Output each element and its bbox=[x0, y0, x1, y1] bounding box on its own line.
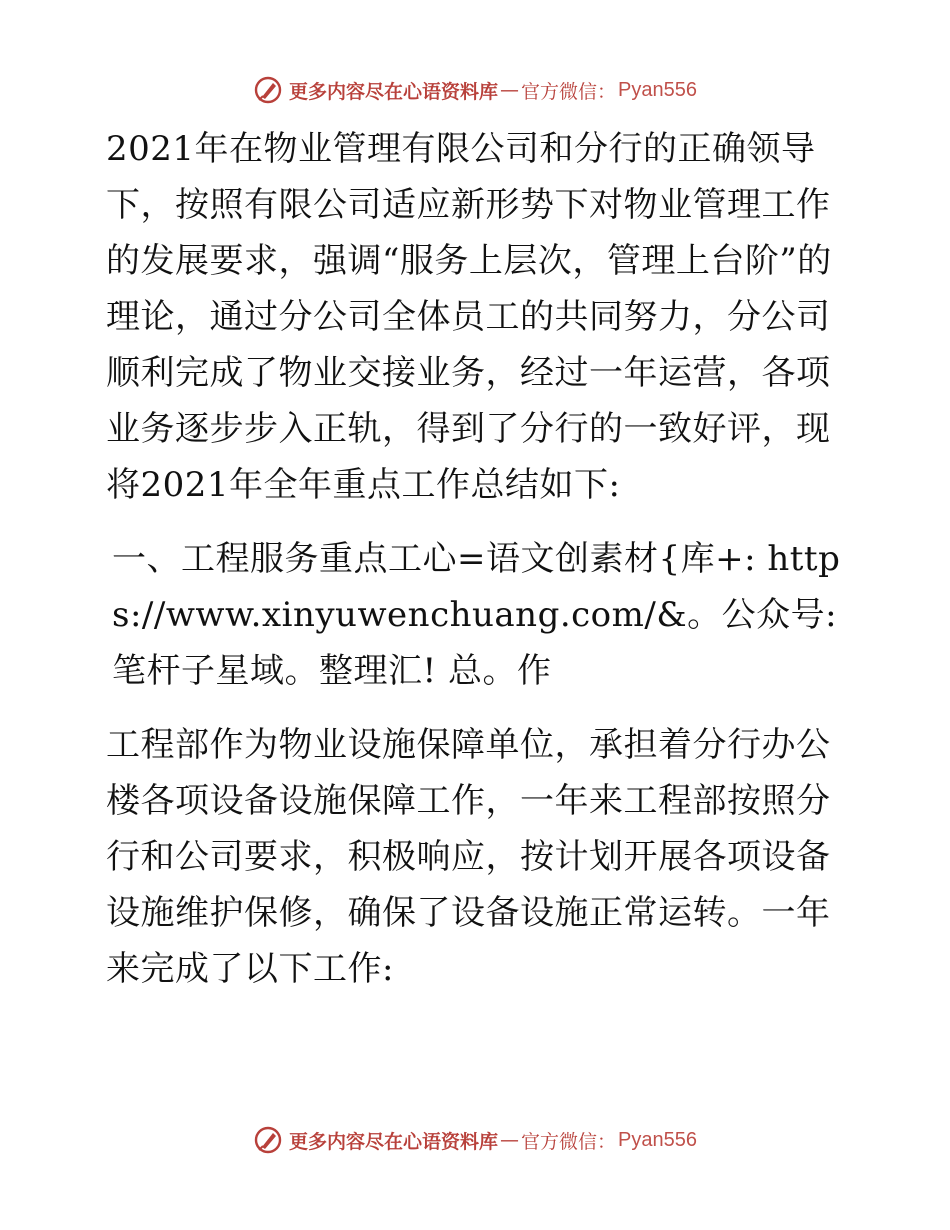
paragraph-intro: 2021年在物业管理有限公司和分行的正确领导下，按照有限公司适应新形势下对物业管理工作的发展要求，强调“服务上层次，管理上台阶”的理论，通过分公司全体员工的共同努力，分公司顺利完成了物业交接业务，经过一年运营，各项业务逐步步入正轨，得到了分行的一致好评，现将2021年全年重点工作总结如下: bbox=[106, 129, 832, 505]
banner-dash: — bbox=[500, 79, 520, 101]
banner-wechat-id: Pyan556 bbox=[618, 1128, 697, 1151]
banner-wechat-label: 官方微信： bbox=[521, 1130, 617, 1153]
banner-wechat-id: Pyan556 bbox=[618, 78, 697, 101]
banner-text: 更多内容尽在心语资料库 bbox=[289, 1130, 499, 1153]
banner-wechat-label: 官方微信： bbox=[521, 80, 617, 103]
quill-pen-circle-icon bbox=[253, 1125, 283, 1155]
document-body bbox=[98, 121, 850, 997]
paragraph-engineering: 工程部作为物业设施保障单位，承担着分行办公楼各项设备设施保障工作，一年来工程部按照分行和公司要求，积极响应，按计划开展各项设备设施维护保修，确保了设备设施正常运转。一年来完成了以下工作: bbox=[106, 725, 831, 989]
section-heading-engineering: 一、工程服务重点工心=语文创素材{库+: https://www.xinyuwenchuang.com/&。公众号: 笔杆子星域。整理汇! 总。作 bbox=[112, 539, 841, 691]
banner-dash: — bbox=[500, 1129, 520, 1151]
footer-banner bbox=[0, 1120, 950, 1160]
header-banner bbox=[0, 70, 950, 110]
quill-pen-circle-icon bbox=[253, 75, 283, 105]
banner-text: 更多内容尽在心语资料库 bbox=[289, 80, 499, 103]
